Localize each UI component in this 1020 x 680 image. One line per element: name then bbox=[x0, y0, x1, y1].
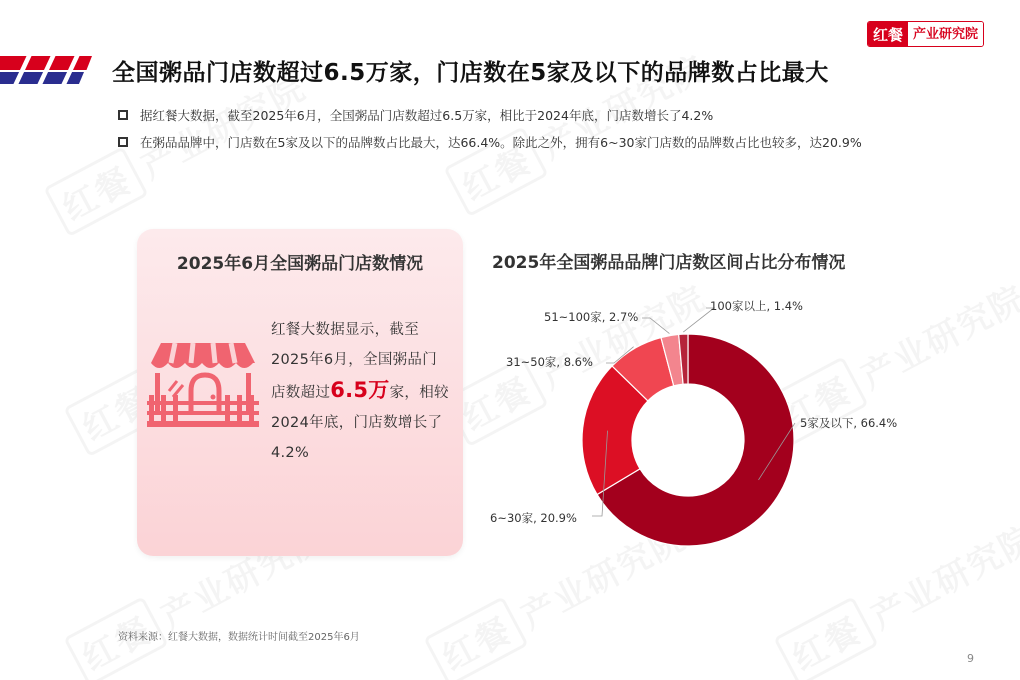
slice-label: 51~100家, 2.7% bbox=[544, 310, 639, 324]
square-bullet-icon bbox=[118, 137, 128, 147]
leader-line bbox=[642, 318, 669, 334]
title-accent-bar bbox=[0, 56, 100, 84]
card-text-before: 红餐大数据显示，截至2025年6月，全国粥品门店数超过 bbox=[271, 322, 438, 401]
chart-title: 2025年全国粥品品牌门店数区间占比分布情况 bbox=[492, 253, 846, 273]
logo-text: 产业研究院 bbox=[908, 22, 983, 46]
bullet-text: 据红餐大数据，截至2025年6月，全国粥品门店数超过6.5万家，相比于2024年底，门店数增长了4.2% bbox=[140, 108, 714, 123]
slice-label: 31~50家, 8.6% bbox=[506, 355, 593, 369]
card-text-after: 家，相较2024年底，门店数增长了4.2% bbox=[271, 385, 449, 461]
bullet-text: 在粥品品牌中，门店数在5家及以下的品牌数占比最大，达66.4%。除此之外，拥有6~30家门店数的品牌数占比也较多，达20.9% bbox=[140, 135, 862, 150]
logo-mark: 红餐 bbox=[868, 22, 908, 46]
slice-label: 100家以上, 1.4% bbox=[710, 299, 803, 313]
brand-logo bbox=[867, 21, 984, 47]
card-description bbox=[271, 315, 451, 468]
card-title: 2025年6月全国粥品门店数情况 bbox=[176, 254, 424, 274]
bullet-list bbox=[118, 107, 918, 161]
slice-label: 5家及以下, 66.4% bbox=[800, 416, 898, 430]
bullet-item bbox=[118, 134, 918, 151]
page-title: 全国粥品门店数超过6.5万家，门店数在5家及以下的品牌数占比最大 bbox=[112, 60, 829, 86]
store-count-highlight: 6.5万 bbox=[330, 378, 390, 402]
source-note: 资料来源：红餐大数据，数据统计时间截至2025年6月 bbox=[118, 632, 360, 643]
square-bullet-icon bbox=[118, 110, 128, 120]
bullet-item bbox=[118, 107, 918, 124]
slice-label: 6~30家, 20.9% bbox=[490, 511, 577, 525]
page-number: 9 bbox=[967, 652, 974, 665]
donut-chart bbox=[470, 280, 970, 550]
store-icon bbox=[147, 341, 259, 427]
store-count-card bbox=[137, 229, 463, 556]
